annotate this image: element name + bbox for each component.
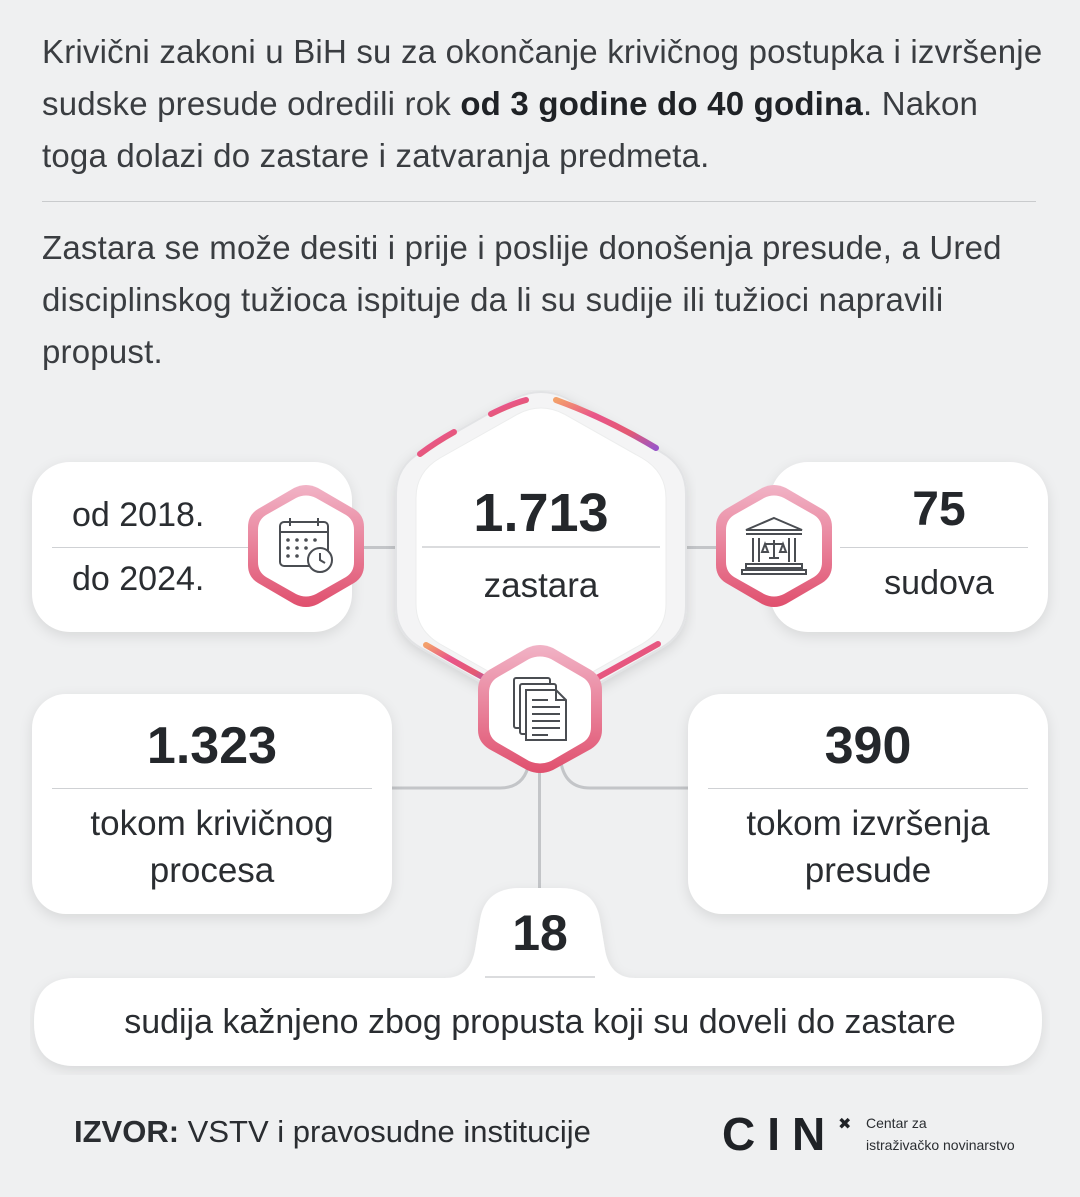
period-divider xyxy=(52,547,262,548)
execution-label-1: tokom izvršenja xyxy=(746,804,990,843)
criminal-label-1: tokom krivičnog xyxy=(90,804,334,843)
logo-subtitle-1: Centar za xyxy=(866,1115,927,1131)
documents-icon xyxy=(508,674,572,744)
logo-subtitle-2: istraživačko novinarstvo xyxy=(866,1137,1015,1153)
criminal-label-2: procesa xyxy=(149,851,275,890)
center-label: zastara xyxy=(483,566,599,605)
intro-text-bold: od 3 godine do 40 godina xyxy=(460,85,863,122)
courthouse-icon xyxy=(740,514,808,578)
criminal-value: 1.323 xyxy=(146,717,278,775)
logo-subtitle xyxy=(866,1112,1015,1156)
cin-logo: CIN xyxy=(722,1108,838,1160)
source-line xyxy=(74,1114,591,1150)
calendar-hex xyxy=(246,484,366,608)
judges-label: sudija kažnjeno zbog propusta koji su doveli do zastare xyxy=(124,1003,956,1041)
source-text: VSTV i pravosudne institucije xyxy=(179,1114,591,1149)
courthouse-hex xyxy=(714,484,834,608)
intro-paragraph-2: Zastara se može desiti i prije i poslije donošenja presude, a Ured disciplinskog tužioca ispituje da li su sudije ili tužioci napravili propust. xyxy=(42,229,1002,370)
execution-value: 390 xyxy=(824,717,912,775)
judges-value: 18 xyxy=(512,905,568,961)
courts-label: sudova xyxy=(884,564,994,602)
period-from: od 2018. xyxy=(72,496,205,534)
documents-hex xyxy=(476,644,604,774)
period-to: do 2024. xyxy=(72,560,205,598)
source-label: IZVOR: xyxy=(74,1114,180,1149)
execution-divider xyxy=(708,788,1028,789)
logo-cross-icon: ✖ xyxy=(838,1116,852,1133)
execution-label-2: presude xyxy=(804,851,932,890)
intro-text-1a: Krivični zakoni u BiH su za okončanje krivičnog postupka i izvršenje sudske presude odredili rok xyxy=(42,33,1043,122)
calendar-clock-icon xyxy=(274,514,338,578)
courts-divider xyxy=(840,547,1028,548)
intro-text-1b: . Nakon toga dolazi do zastare i zatvaranja predmeta. xyxy=(42,85,979,174)
criminal-divider xyxy=(52,788,372,789)
divider xyxy=(42,201,1036,202)
center-value: 1.713 xyxy=(473,483,609,543)
courts-value: 75 xyxy=(912,483,966,536)
intro-paragraph-1 xyxy=(42,26,1052,182)
